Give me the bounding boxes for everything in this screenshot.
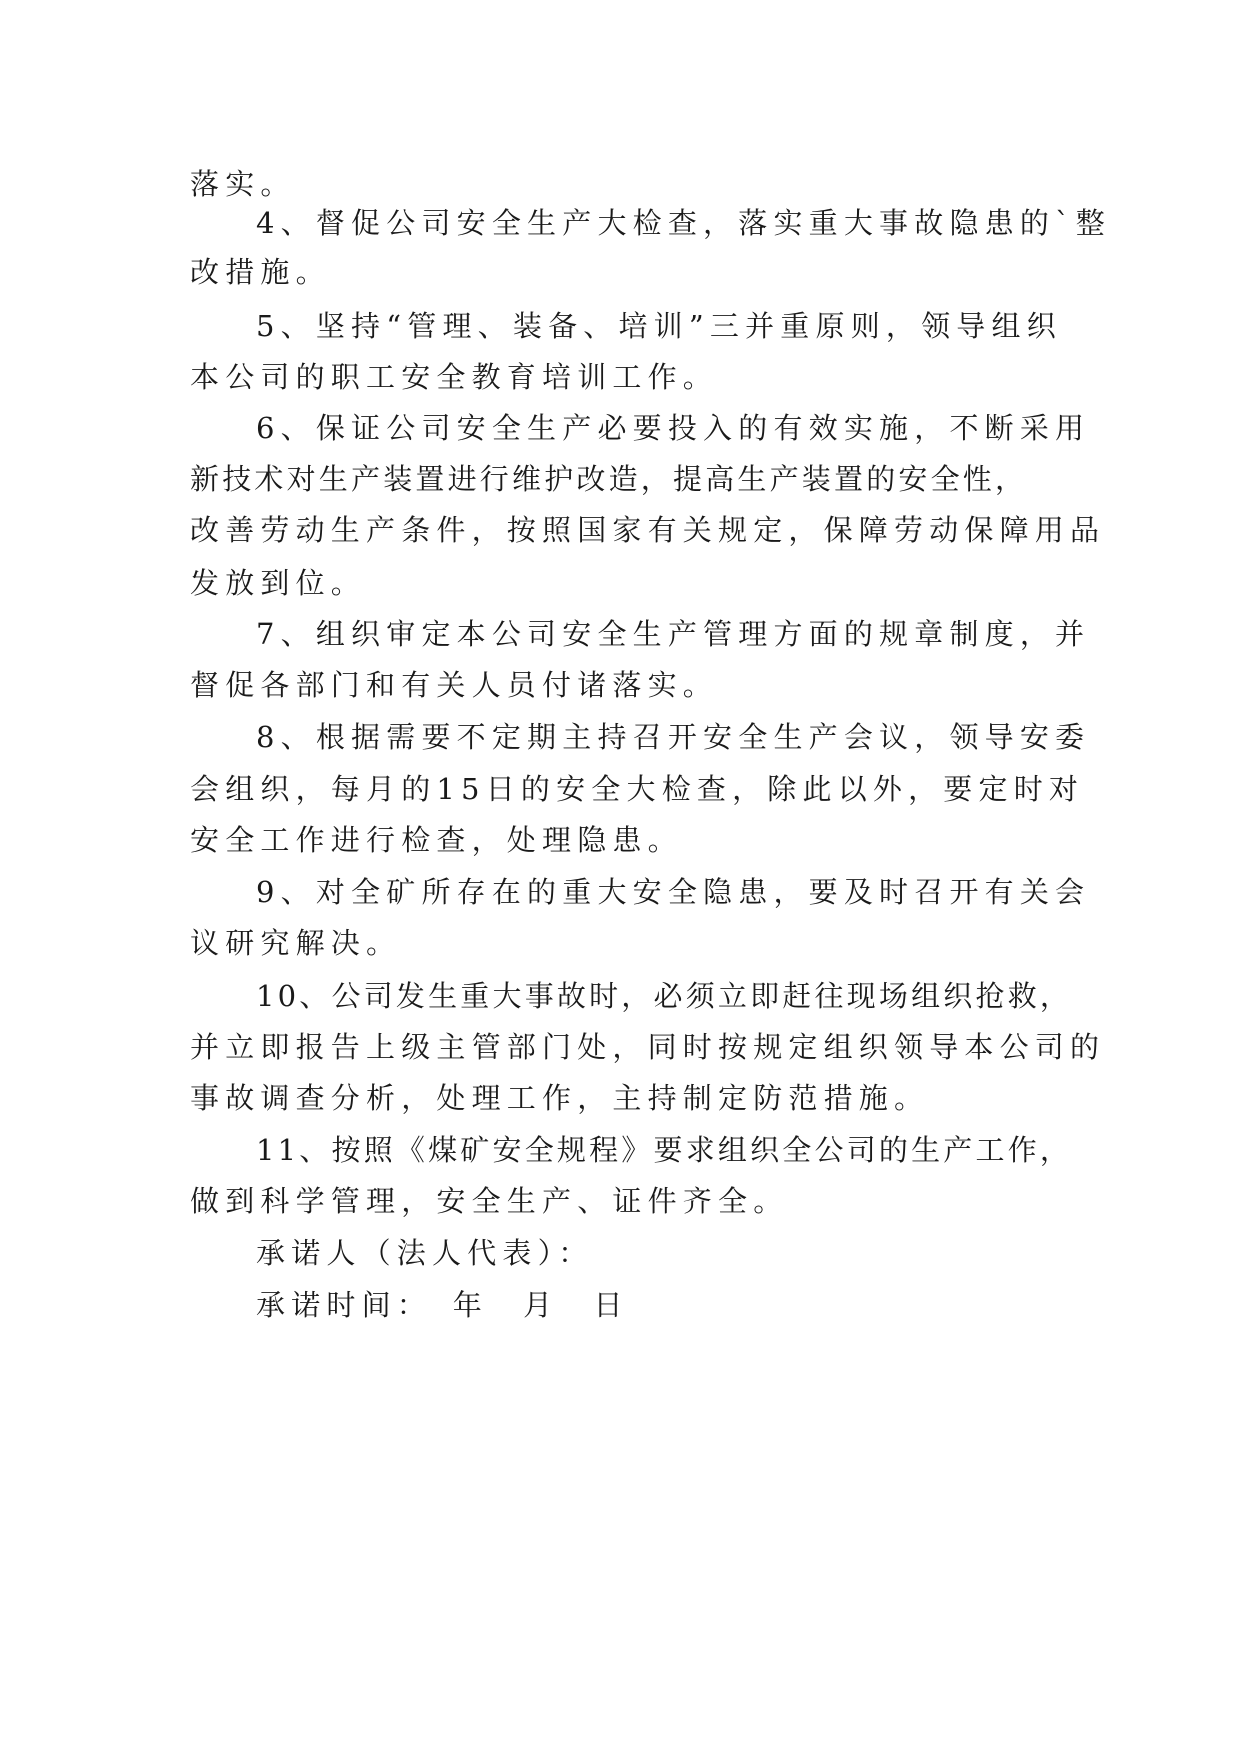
clause-5: 5、坚持“管理、装备、培训”三并重原则，领导组织 <box>256 309 1062 343</box>
clause-11: 11、按照《煤矿安全规程》要求组织全公司的生产工作， <box>256 1133 1073 1167</box>
clause-8: 8、根据需要不定期主持召开安全生产会议，领导安委 <box>256 720 1091 754</box>
text-line: 做到科学管理，安全生产、证件齐全。 <box>190 1184 789 1218</box>
text-line: 议研究解决。 <box>190 926 402 960</box>
promise-date-label: 承诺时间： 年 月 日 <box>256 1288 629 1322</box>
clause-4: 4、督促公司安全生产大检查，落实重大事故隐患的`整 <box>256 206 1111 240</box>
text-line: 改措施。 <box>190 255 331 289</box>
text-line: 督促各部门和有关人员付诸落实。 <box>190 668 719 702</box>
clause-10: 10、公司发生重大事故时，必须立即赶往现场组织抢救， <box>256 979 1073 1013</box>
text-line: 会组织，每月的15日的安全大检查，除此以外，要定时对 <box>190 772 1085 806</box>
clause-6: 6、保证公司安全生产必要投入的有效实施，不断采用 <box>256 411 1091 445</box>
text-line: 并立即报告上级主管部门处，同时按规定组织领导本公司的 <box>190 1030 1106 1064</box>
text-line: 本公司的职工安全教育培训工作。 <box>190 360 719 394</box>
text-line: 安全工作进行检查，处理隐患。 <box>190 823 683 857</box>
text-line: 事故调查分析，处理工作，主持制定防范措施。 <box>190 1081 930 1115</box>
clause-9: 9、对全矿所存在的重大安全隐患，要及时召开有关会 <box>256 875 1091 909</box>
text-line: 新技术对生产装置进行维护改造，提高生产装置的安全性， <box>190 462 1028 496</box>
text-line: 落实。 <box>190 167 296 201</box>
text-line: 改善劳动生产条件，按照国家有关规定，保障劳动保障用品 <box>190 513 1106 547</box>
clause-7: 7、组织审定本公司安全生产管理方面的规章制度，并 <box>256 617 1091 651</box>
promisor-label: 承诺人（法人代表）： <box>256 1236 594 1270</box>
text-line: 发放到位。 <box>190 566 367 600</box>
